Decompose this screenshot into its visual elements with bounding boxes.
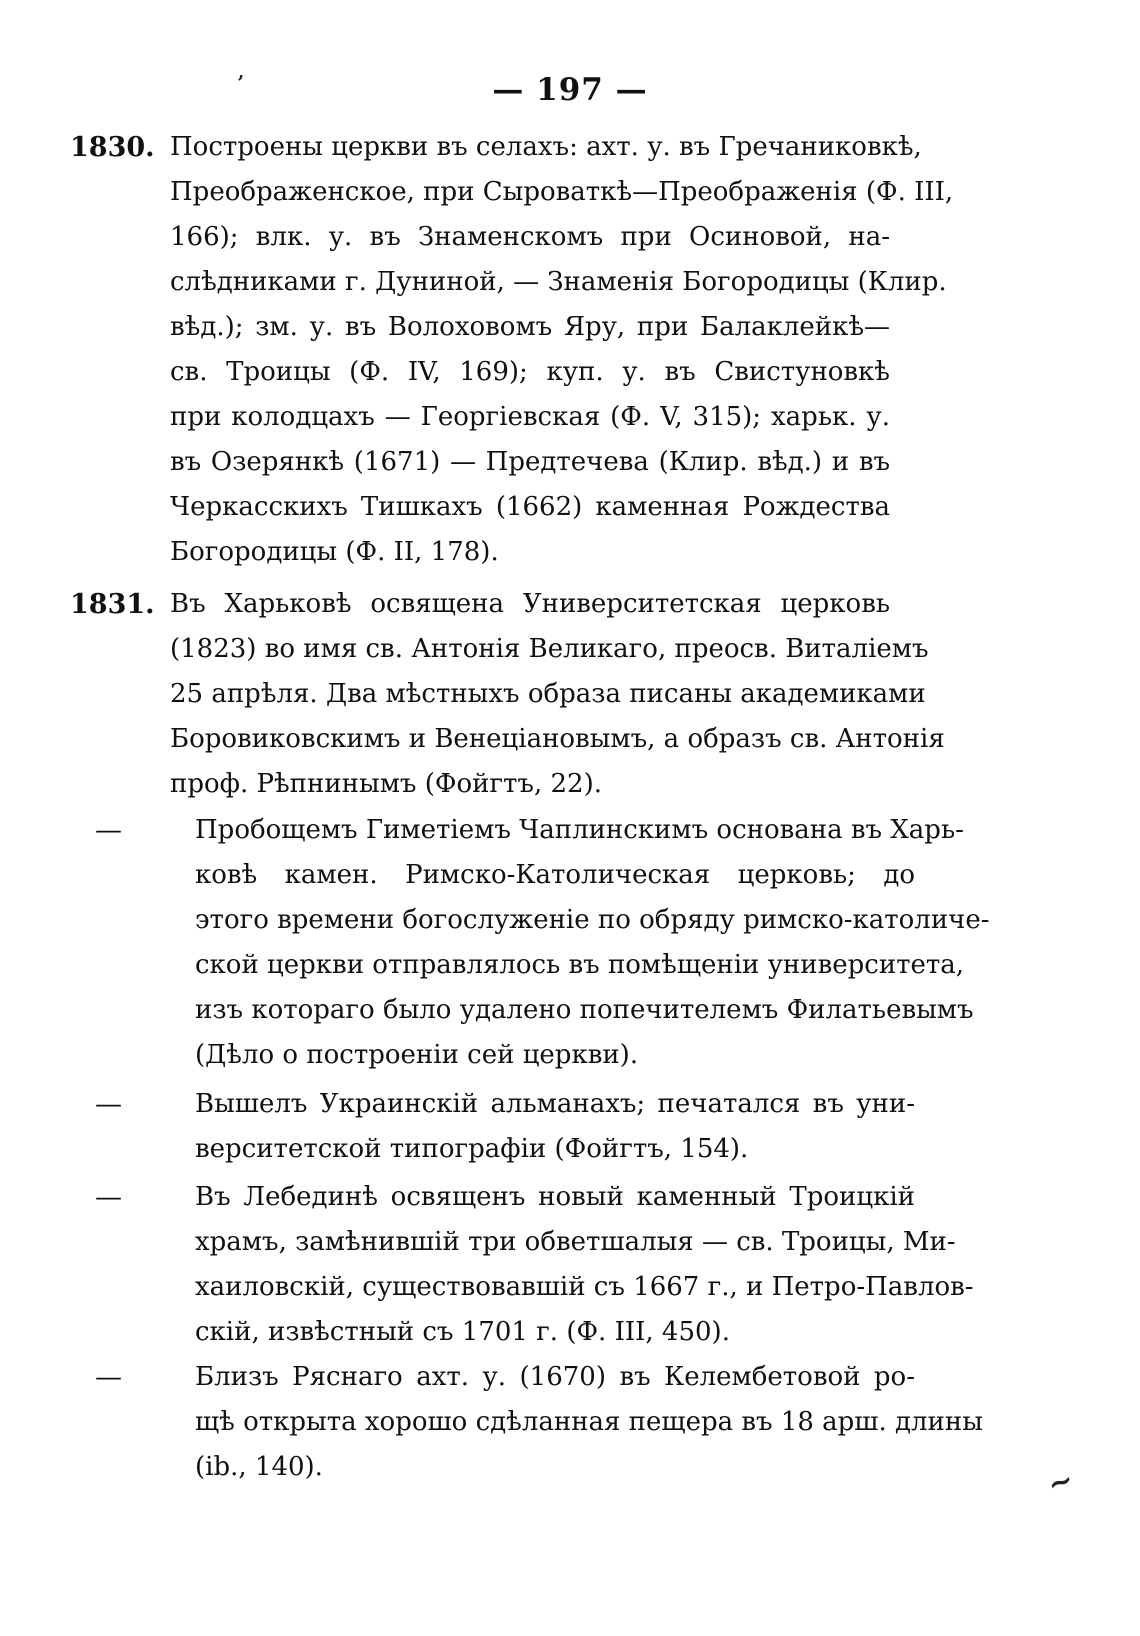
text-line: при колодцахъ — Георгіевская (Ф. V, 315); харьк. у. bbox=[170, 402, 890, 432]
text-line: ской церкви отправлялось въ помѣщеніи университета, bbox=[195, 950, 965, 980]
text-line: храмъ, замѣнившій три обветшалыя — св. Троицы, Ми- bbox=[195, 1227, 956, 1257]
text-line: скій, извѣстный съ 1701 г. (Ф. III, 450). bbox=[195, 1317, 730, 1347]
entry-1831 bbox=[70, 582, 1100, 807]
text-line: Въ Лебединѣ освященъ новый каменный Троицкій bbox=[195, 1182, 915, 1212]
entry-dash-marker: — bbox=[95, 1089, 122, 1120]
text-line: св. Троицы (Ф. IV, 169); куп. у. въ Свистуновкѣ bbox=[170, 357, 890, 387]
entry-year-marker: 1831. bbox=[70, 589, 155, 620]
entry-text bbox=[195, 1082, 915, 1172]
text-line: Построены церкви въ селахъ: ахт. у. въ Гречаниковкѣ, bbox=[170, 132, 922, 162]
text-line: 25 апрѣля. Два мѣстныхъ образа писаны академиками bbox=[170, 679, 926, 709]
entry-dash-marker: — bbox=[95, 1182, 122, 1213]
entry-year-marker: 1830. bbox=[70, 132, 155, 163]
entry-cave bbox=[70, 1355, 1100, 1490]
text-line: верситетской типографіи (Фойгтъ, 154). bbox=[195, 1134, 749, 1164]
entry-text bbox=[195, 1175, 974, 1355]
page-number: — 197 — bbox=[492, 72, 648, 108]
text-line: Богородицы (Ф. II, 178). bbox=[170, 537, 499, 567]
text-line: (Дѣло о построеніи сей церкви). bbox=[195, 1040, 639, 1070]
text-line: Преображенское, при Сыроваткѣ—Преображенія (Ф. III, bbox=[170, 177, 954, 207]
entry-almanac bbox=[70, 1082, 1100, 1172]
entry-text bbox=[195, 808, 990, 1078]
entry-dash-marker: — bbox=[95, 815, 122, 846]
text-line: Въ Харьковѣ освящена Университетская церковь bbox=[170, 589, 890, 619]
text-line: (1823) во имя св. Антонія Великаго, преосв. Виталіемъ bbox=[170, 634, 929, 664]
scan-speck: , bbox=[238, 62, 245, 83]
text-line: 166); влк. у. въ Знаменскомъ при Осиновой, на- bbox=[170, 222, 890, 252]
text-line: Боровиковскимъ и Венеціановымъ, а образъ св. Антонія bbox=[170, 724, 945, 754]
text-line: этого времени богослуженіе по обряду римско-католиче- bbox=[195, 905, 990, 935]
entry-text bbox=[170, 582, 945, 807]
entry-catholic-church bbox=[70, 808, 1100, 1078]
text-line: щѣ открыта хорошо сдѣланная пещера въ 18 арш. длины bbox=[195, 1407, 983, 1437]
text-line: слѣдниками г. Дуниной, — Знаменія Богородицы (Клир. bbox=[170, 267, 947, 297]
text-line: въ Озерянкѣ (1671) — Предтечева (Клир. вѣд.) и въ bbox=[170, 447, 890, 477]
text-line: Пробощемъ Гиметіемъ Чаплинскимъ основана въ Харь- bbox=[195, 815, 964, 845]
scan-mark: ~ bbox=[1042, 1461, 1079, 1504]
entry-dash-marker: — bbox=[95, 1362, 122, 1393]
entry-text bbox=[195, 1355, 983, 1490]
text-line: хаиловскій, существовавшій съ 1667 г., и Петро-Павлов- bbox=[195, 1272, 974, 1302]
text-line: проф. Рѣпнинымъ (Фойгтъ, 22). bbox=[170, 769, 602, 799]
text-line: изъ котораго было удалено попечителемъ Филатьевымъ bbox=[195, 995, 974, 1025]
entry-lebedin-church bbox=[70, 1175, 1100, 1355]
text-line: Вышелъ Украинскій альманахъ; печатался въ уни- bbox=[195, 1089, 915, 1119]
text-line: ковѣ камен. Римско-Католическая церковь; до bbox=[195, 860, 915, 890]
text-line: Близъ Ряснаго ахт. у. (1670) въ Келембетовой ро- bbox=[195, 1362, 915, 1392]
text-line: Черкасскихъ Тишкахъ (1662) каменная Рождества bbox=[170, 492, 890, 522]
text-line: вѣд.); зм. у. въ Волоховомъ Яру, при Балаклейкѣ— bbox=[170, 312, 890, 342]
text-line: (ib., 140). bbox=[195, 1452, 323, 1482]
entry-1830 bbox=[70, 125, 1100, 575]
entry-text bbox=[170, 125, 954, 575]
